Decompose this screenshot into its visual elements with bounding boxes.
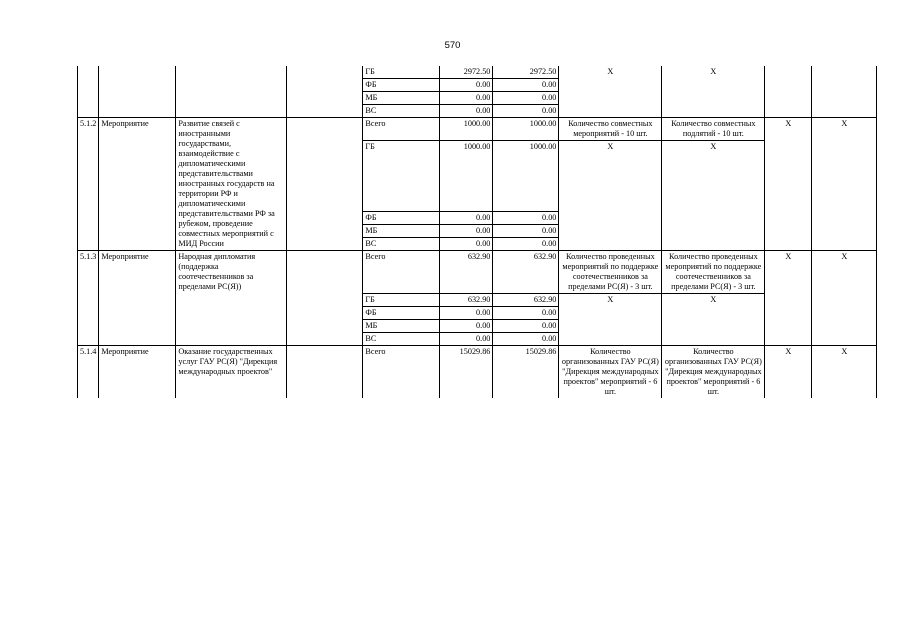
source-cell: МБ bbox=[363, 92, 440, 105]
table-row bbox=[78, 66, 877, 79]
amount-cell: 0.00 bbox=[493, 105, 559, 118]
item-number-cell: 5.1.4 bbox=[78, 346, 99, 399]
indicator-cell: Количество организованных ГАУ РС(Я) "Дирекция международных проектов" мероприятий - 6 шт. bbox=[559, 346, 662, 399]
amount-cell: 0.00 bbox=[440, 79, 493, 92]
amount-cell: 0.00 bbox=[493, 307, 559, 320]
amount-cell: 15029.86 bbox=[493, 346, 559, 399]
amount-cell: 632.90 bbox=[493, 251, 559, 294]
amount-cell: 1000.00 bbox=[493, 141, 559, 212]
table-row bbox=[78, 251, 877, 294]
item-name-cell: Оказание государственных услуг ГАУ РС(Я) "Дирекция международных проектов" bbox=[176, 346, 287, 399]
amount-cell: 0.00 bbox=[440, 320, 493, 333]
amount-cell: 2972.50 bbox=[440, 66, 493, 79]
table-row bbox=[78, 118, 877, 141]
x-cell: Х bbox=[812, 118, 877, 251]
amount-cell: 2972.50 bbox=[493, 66, 559, 79]
amount-cell: 1000.00 bbox=[493, 118, 559, 141]
amount-cell: 0.00 bbox=[440, 105, 493, 118]
amount-cell: 0.00 bbox=[440, 225, 493, 238]
indicator-cell: Х bbox=[559, 294, 662, 346]
amount-cell: 1000.00 bbox=[440, 118, 493, 141]
page-number: 570 bbox=[444, 40, 461, 51]
amount-cell: 0.00 bbox=[493, 333, 559, 346]
source-cell: ГБ bbox=[363, 66, 440, 79]
x-cell bbox=[812, 66, 877, 118]
amount-cell: 0.00 bbox=[493, 212, 559, 225]
source-cell: МБ bbox=[363, 225, 440, 238]
amount-cell: 0.00 bbox=[493, 92, 559, 105]
indicator-cell: Х bbox=[662, 294, 765, 346]
item-number-cell: 5.1.2 bbox=[78, 118, 99, 251]
source-cell: МБ bbox=[363, 320, 440, 333]
program-table bbox=[77, 66, 877, 398]
x-cell bbox=[765, 66, 812, 118]
source-cell: ВС bbox=[363, 333, 440, 346]
name-cell bbox=[176, 66, 287, 118]
amount-cell: 1000.00 bbox=[440, 141, 493, 212]
item-type-cell: Мероприятие bbox=[99, 346, 176, 399]
indicator-cell: Количество совместных мероприятий - 10 шт. bbox=[559, 118, 662, 141]
indicator-cell: Х bbox=[662, 66, 765, 118]
amount-cell: 0.00 bbox=[493, 79, 559, 92]
item-number-cell: 5.1.3 bbox=[78, 251, 99, 346]
x-cell: Х bbox=[765, 251, 812, 346]
item-name-cell: Народная дипломатия (поддержка соотечественников за пределами РС(Я)) bbox=[176, 251, 287, 346]
x-cell: Х bbox=[812, 251, 877, 346]
indicator-cell: Количество проведенных мероприятий по поддержке соотечественников за пределами РС(Я) - 3 шт. bbox=[559, 251, 662, 294]
indicator-cell: Количество проведенных мероприятий по поддержке соотечественников за пределами РС(Я) - 3 шт. bbox=[662, 251, 765, 294]
num-cell bbox=[78, 66, 99, 118]
amount-cell: 0.00 bbox=[440, 92, 493, 105]
source-cell: ГБ bbox=[363, 141, 440, 212]
x-cell: Х bbox=[765, 346, 812, 399]
amount-cell: 632.90 bbox=[440, 251, 493, 294]
source-cell: Всего bbox=[363, 118, 440, 141]
blank-gap-cell bbox=[287, 118, 363, 251]
indicator-cell: Х bbox=[559, 141, 662, 251]
item-name-cell: Развитие связей с иностранными государствами, взаимодействие с дипломатическими представительствами иностранных государств на территории РФ и дипломатическими представительствами РФ за рубежом, проведение совместных мероприятий с МИД России bbox=[176, 118, 287, 251]
source-cell: ВС bbox=[363, 105, 440, 118]
amount-cell: 15029.86 bbox=[440, 346, 493, 399]
source-cell: ФБ bbox=[363, 212, 440, 225]
type-cell bbox=[99, 66, 176, 118]
amount-cell: 0.00 bbox=[440, 238, 493, 251]
blank-gap-cell bbox=[287, 66, 363, 118]
x-cell: Х bbox=[812, 346, 877, 399]
amount-cell: 632.90 bbox=[493, 294, 559, 307]
source-cell: ФБ bbox=[363, 307, 440, 320]
indicator-cell: Х bbox=[662, 141, 765, 251]
indicator-cell: Х bbox=[559, 66, 662, 118]
source-cell: ВС bbox=[363, 238, 440, 251]
indicator-cell: Количество совместных подлятий - 10 шт. bbox=[662, 118, 765, 141]
item-type-cell: Мероприятие bbox=[99, 251, 176, 346]
source-cell: Всего bbox=[363, 346, 440, 399]
source-cell: ГБ bbox=[363, 294, 440, 307]
item-type-cell: Мероприятие bbox=[99, 118, 176, 251]
indicator-cell: Количество организованных ГАУ РС(Я) "Дирекция международных проектов" мероприятий - 6 шт. bbox=[662, 346, 765, 399]
amount-cell: 0.00 bbox=[440, 212, 493, 225]
amount-cell: 0.00 bbox=[493, 320, 559, 333]
blank-gap-cell bbox=[287, 251, 363, 346]
x-cell: Х bbox=[765, 118, 812, 251]
source-cell: ФБ bbox=[363, 79, 440, 92]
source-cell: Всего bbox=[363, 251, 440, 294]
amount-cell: 0.00 bbox=[440, 307, 493, 320]
amount-cell: 632.90 bbox=[440, 294, 493, 307]
amount-cell: 0.00 bbox=[493, 225, 559, 238]
amount-cell: 0.00 bbox=[493, 238, 559, 251]
blank-gap-cell bbox=[287, 346, 363, 399]
amount-cell: 0.00 bbox=[440, 333, 493, 346]
table-row bbox=[78, 346, 877, 399]
